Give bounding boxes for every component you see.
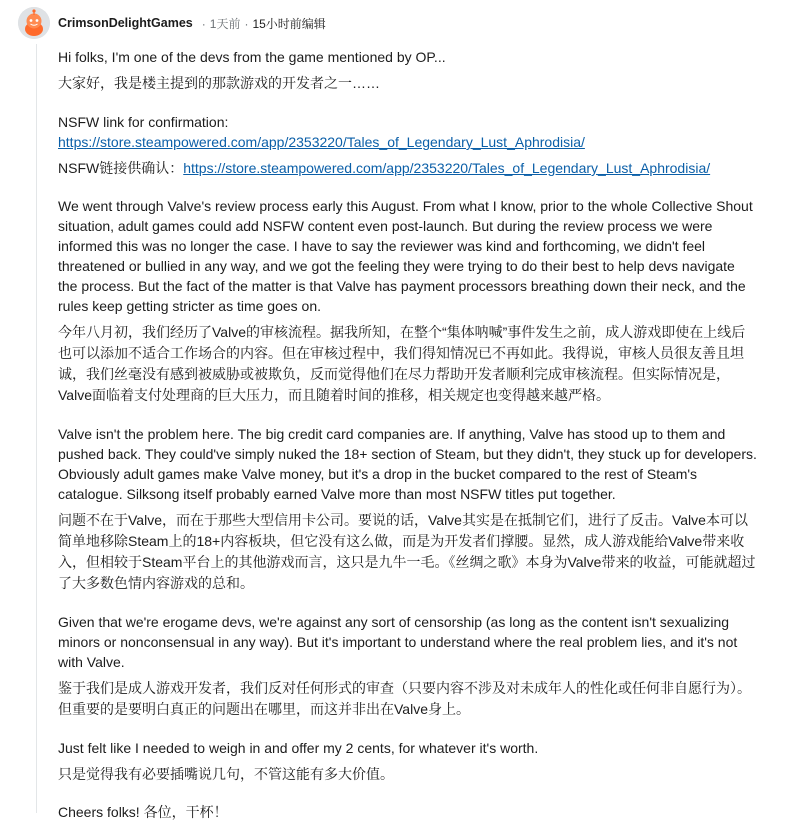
comment-body	[58, 45, 758, 822]
comment-paragraph	[58, 132, 758, 152]
comment-paragraph: 问题不在于Valve，而在于那些大型信用卡公司。要说的话，Valve其实是在抵制它们，进行了反击。Valve本可以简单地移除Steam上的18+内容板块，但它没有这么做，而是为开发者们撑腰。显然，成人游戏能给Valve带来收入，但相较于Steam平台上的其他游戏而言，这只是九牛一毛。《丝绸之歌》本身为Valve带来的收益，可能就超过了大多数色情内容游戏的总和。	[58, 512, 756, 591]
steam-store-link[interactable]: https://store.steampowered.com/app/2353220/Tales_of_Legendary_Lust_Aphrodisia/	[58, 134, 585, 150]
comment-paragraph: Just felt like I needed to weigh in and offer my 2 cents, for whatever it's worth.	[58, 740, 539, 756]
comment-paragraph	[58, 158, 758, 178]
snoo-avatar-icon	[18, 7, 50, 39]
meta-separator: ·	[201, 16, 206, 31]
comment-paragraph: Cheers folks! 各位，干杯！	[58, 804, 228, 820]
steam-store-link-zh[interactable]: https://store.steampowered.com/app/2353220/Tales_of_Legendary_Lust_Aphrodisia/	[183, 160, 711, 176]
comment-paragraph: Hi folks, I'm one of the devs from the game mentioned by OP...	[58, 49, 446, 65]
comment-author[interactable]: CrimsonDelightGames	[58, 16, 193, 30]
comment-paragraph: 今年八月初，我们经历了Valve的审核流程。据我所知，在整个“集体呐喊”事件发生之前，成人游戏即使在上线后也可以添加不适合工作场合的内容。但在审核过程中，我们得知情况已不再如此。我得说，审核人员很友善且坦诚，我们丝毫没有感到被威胁或被欺负，反而觉得他们在尽力帮助开发者顺利完成审核流程。但实际情况是，Valve面临着支付处理商的巨大压力，而且随着时间的推移，相关规定也变得越来越严格。	[58, 324, 746, 403]
comment-paragraph: 大家好，我是楼主提到的那款游戏的开发者之一……	[58, 75, 380, 91]
meta-separator: ·	[244, 16, 249, 31]
comment-paragraph: 鉴于我们是成人游戏开发者，我们反对任何形式的审查（只要内容不涉及对未成年人的性化或任何非自愿行为）。但重要的是要明白真正的问题出在哪里，而这并非出在Valve身上。	[58, 680, 751, 717]
thread-line[interactable]	[36, 44, 37, 813]
comment-paragraph: 只是觉得我有必要插嘴说几句，不管这能有多大价值。	[58, 766, 394, 782]
comment-paragraph: Given that we're erogame devs, we're against any sort of censorship (as long as the content isn't sexualizing minors or nonconsensual in any way). But it's important to understand where the real problem lies, and it's not with Valve.	[58, 614, 738, 670]
comment-paragraph: NSFW link for confirmation:	[58, 114, 229, 130]
comment-header	[18, 7, 326, 39]
comment-paragraph: We went through Valve's review process early this August. From what I know, prior to the whole Collective Shout situation, adult games could add NSFW content even post-launch. But during the review process we were informed this was no longer the case. I have to say the reviewer was kind and forthcoming, we didn't feel threatened or bullied in any way, and we got the feeling they were trying to do their best to help devs navigate the process. But the fact of the matter is that Valve has payment processors breathing down their neck, and the rules keep getting stricter as time goes on.	[58, 198, 753, 314]
comment-paragraph: Valve isn't the problem here. The big credit card companies are. If anything, Valve has stood up to them and pushed back. They could've simply nuked the 18+ section of Steam, but they didn't, they stuck up for developers. Obviously adult games make Valve money, but it's a drop in the bucket compared to the rest of Steam's catalogue. Silksong itself probably earned Valve more than most NSFW titles put together.	[58, 426, 757, 502]
avatar[interactable]	[18, 7, 50, 39]
comment-edited-time: 15小时前编辑	[252, 16, 326, 31]
link-label: NSFW链接供确认：	[58, 160, 184, 176]
comment-time[interactable]: 1天前	[209, 16, 241, 31]
comment-meta	[198, 15, 326, 32]
